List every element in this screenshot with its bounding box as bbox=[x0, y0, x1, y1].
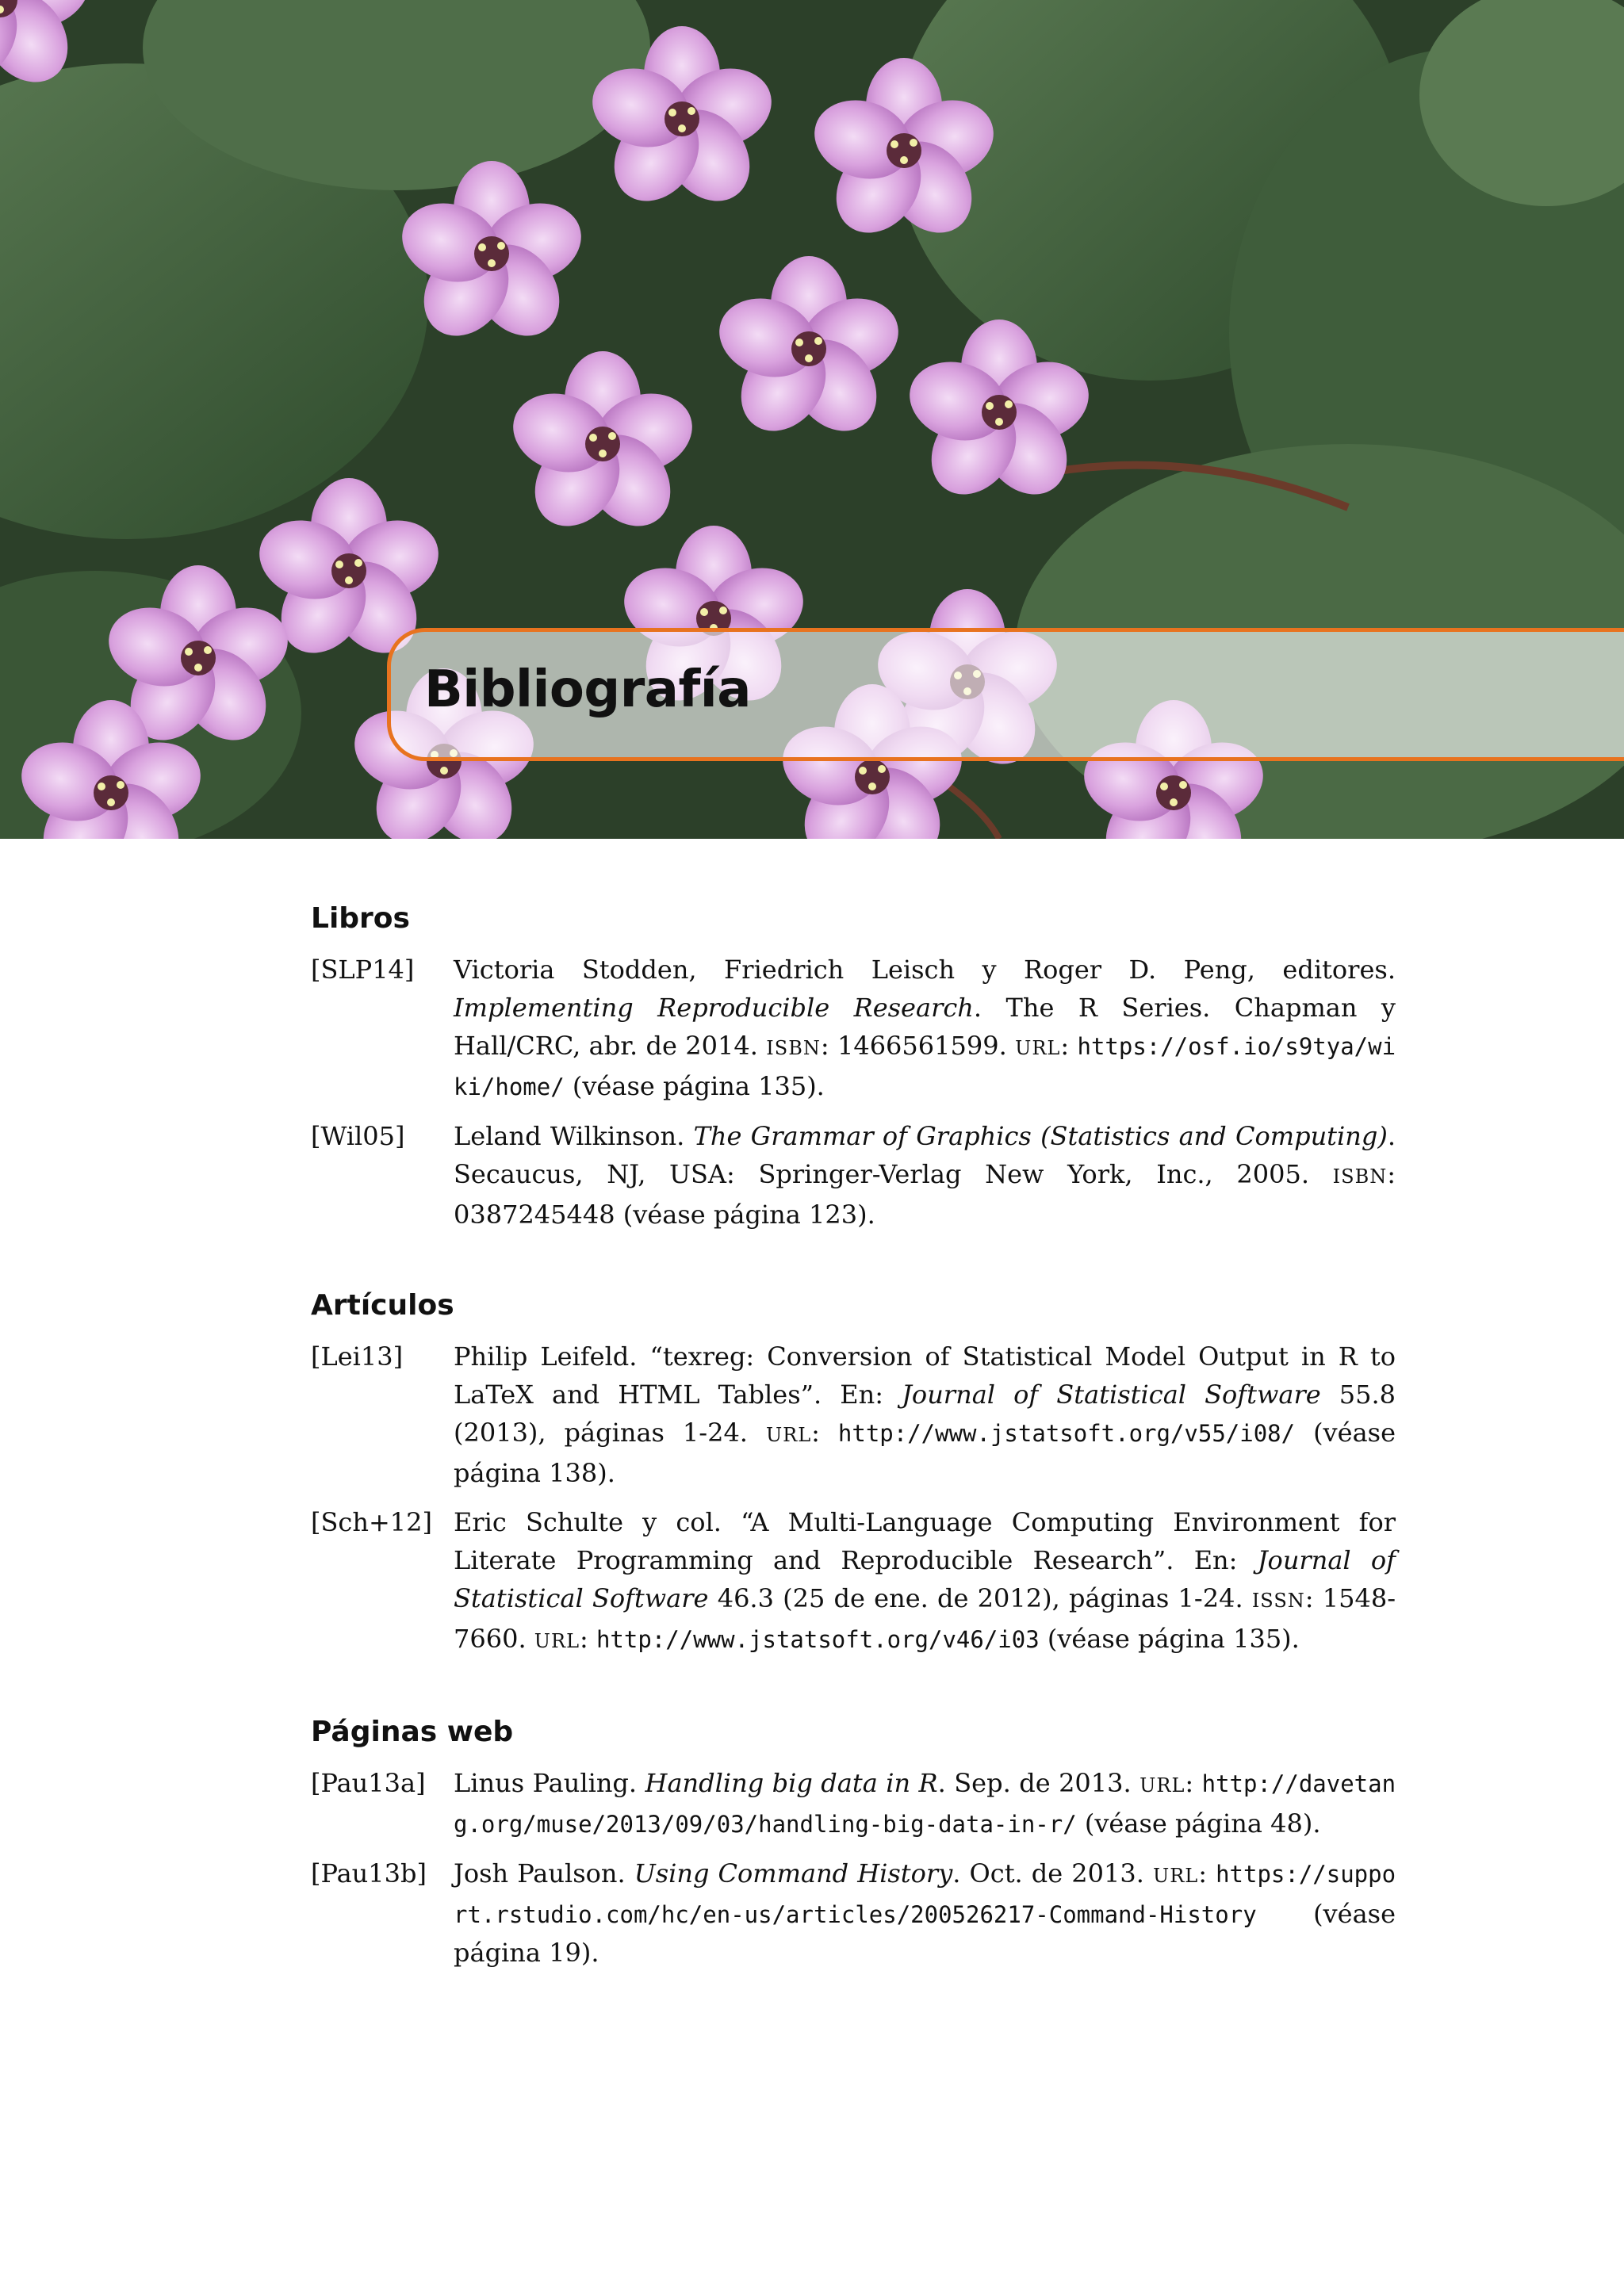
issn-label: ISSN bbox=[1251, 1590, 1305, 1612]
url-label: URL bbox=[1015, 1037, 1061, 1059]
section-heading: Artículos bbox=[311, 1289, 454, 1322]
citation-authors: Leland Wilkinson. bbox=[454, 1121, 685, 1151]
citation-text bbox=[454, 1117, 1396, 1234]
citation-key: [Lei13] bbox=[311, 1341, 404, 1372]
see-page: (véase página 123). bbox=[622, 1200, 875, 1230]
citation-key: [Pau13a] bbox=[311, 1768, 426, 1798]
citation-details: . The R Series. Chapman y Hall/CRC, abr. de 2014. bbox=[454, 993, 1396, 1061]
citation-details: 55.8 (2013), páginas 1-24. bbox=[454, 1380, 1396, 1448]
bib-entry bbox=[311, 1854, 1396, 1972]
citation-url-link[interactable]: https://osf.io/s9tya/wiki/home/ bbox=[454, 1033, 1396, 1100]
isbn-value: : 0387245448 bbox=[454, 1159, 1396, 1230]
bib-entry bbox=[311, 1764, 1396, 1843]
url-label: URL bbox=[1152, 1865, 1199, 1887]
section-web-pages bbox=[311, 1716, 1396, 1972]
citation-text: Victoria Stodden, Friedrich Leisch y Roger D. Peng, editores. Implementing Reproducible Research. The R Series. Chapman y Hall/CRC, abr. de 2014. ISBN: 1466561599. URL: https://osf.io/s9tya/wiki/home/ (véase página 135). bbox=[454, 955, 1396, 1101]
isbn-value: : 1466561599. bbox=[820, 1031, 1007, 1061]
see-page: (véase página 135). bbox=[572, 1071, 825, 1101]
citation-text: Linus Pauling. Handling big data in R. Sep. de 2013. URL: http://davetang.org/muse/2013/09/03/handling-big-data-in-r/ (véase página 48). bbox=[454, 1768, 1396, 1839]
see-page: (véase página 135). bbox=[1047, 1624, 1300, 1654]
isbn-label: ISBN bbox=[1332, 1165, 1388, 1188]
isbn-label: ISBN bbox=[766, 1037, 821, 1059]
url-label: URL bbox=[534, 1630, 580, 1652]
url-label: URL bbox=[765, 1424, 812, 1446]
issn-value: : 1548-7660. bbox=[454, 1583, 1396, 1654]
citation-text: Eric Schulte y col. “A Multi-Language Computing Environment for Literate Programming and Reproducible Research”. En: Journal of Statistical Software 46.3 (25 de ene. de 2012), páginas 1-24. ISSN: 1548-7660. URL: http://www.jstatsoft.org/v46/i03 (véase página 135). bbox=[454, 1507, 1396, 1654]
bib-entry bbox=[311, 1503, 1396, 1660]
bib-entry bbox=[311, 951, 1396, 1106]
citation-key: [Sch+12] bbox=[311, 1507, 432, 1537]
citation-details: . Secaucus, NJ, USA: Springer-Verlag New York, Inc., 2005. bbox=[454, 1121, 1396, 1189]
bib-entry bbox=[311, 1337, 1396, 1492]
section-heading: Libros bbox=[311, 902, 410, 935]
citation-title: Using Command History bbox=[634, 1858, 953, 1888]
bib-entry bbox=[311, 1117, 1396, 1234]
citation-authors: Eric Schulte y col. “A Multi-Language Computing Environment for Literate Programming and Reproducible Research”. En: bbox=[454, 1507, 1396, 1575]
citation-title: Handling big data in R bbox=[645, 1768, 938, 1798]
citation-url-link[interactable]: http://www.jstatsoft.org/v55/i08/ bbox=[837, 1420, 1296, 1447]
citation-journal: Journal of Statistical Software bbox=[902, 1380, 1321, 1410]
citation-key: [Wil05] bbox=[311, 1121, 405, 1151]
citation-authors: Philip Leifeld. “texreg: Conversion of Statistical Model Output in R to LaTeX and HTML Tables”. En: bbox=[454, 1341, 1396, 1410]
bibliography-content bbox=[311, 902, 1396, 2027]
citation-title: The Grammar of Graphics (Statistics and Computing) bbox=[693, 1121, 1388, 1151]
citation-details: 46.3 (25 de ene. de 2012), páginas 1-24. bbox=[717, 1583, 1243, 1613]
chapter-header-photo bbox=[0, 0, 1624, 839]
citation-details: . Sep. de 2013. bbox=[937, 1768, 1132, 1798]
chapter-title-banner bbox=[387, 628, 1624, 761]
citation-text: Philip Leifeld. “texreg: Conversion of Statistical Model Output in R to LaTeX and HTML Tables”. En: Journal of Statistical Software 55.8 (2013), páginas 1-24. URL: http://www.jstatsoft.org/v55/i08/ (véase página 138). bbox=[454, 1341, 1396, 1488]
see-page: (véase página 138). bbox=[454, 1418, 1396, 1488]
citation-url-link[interactable]: http://www.jstatsoft.org/v46/i03 bbox=[596, 1626, 1040, 1653]
url-label: URL bbox=[1139, 1774, 1185, 1797]
citation-authors: Victoria Stodden, Friedrich Leisch y Roger D. Peng, editores. bbox=[454, 955, 1396, 985]
see-page: (véase página 19). bbox=[454, 1899, 1396, 1968]
citation-url-link[interactable]: http://davetang.org/muse/2013/09/03/handling-big-data-in-r/ bbox=[454, 1770, 1396, 1838]
citation-details: . Oct. de 2013. bbox=[952, 1858, 1144, 1888]
citation-title: Implementing Reproducible Research bbox=[454, 993, 974, 1023]
citation-text: Josh Paulson. Using Command History. Oct. de 2013. URL: https://support.rstudio.com/hc/en-us/articles/200526217-Command-History (véase página 19). bbox=[454, 1858, 1396, 1968]
section-books bbox=[311, 902, 1396, 1234]
citation-url-link[interactable]: https://support.rstudio.com/hc/en-us/articles/200526217-Command-History bbox=[454, 1861, 1396, 1928]
citation-key: [SLP14] bbox=[311, 955, 415, 985]
citation-authors: Linus Pauling. bbox=[454, 1768, 638, 1798]
chapter-title: Bibliografía bbox=[424, 660, 751, 719]
section-articles bbox=[311, 1289, 1396, 1660]
see-page: (véase página 48). bbox=[1084, 1808, 1321, 1839]
section-heading: Páginas web bbox=[311, 1716, 514, 1748]
citation-authors: Josh Paulson. bbox=[454, 1858, 626, 1888]
citation-key: [Pau13b] bbox=[311, 1858, 427, 1888]
citation-journal: Journal of Statistical Software bbox=[454, 1545, 1396, 1613]
